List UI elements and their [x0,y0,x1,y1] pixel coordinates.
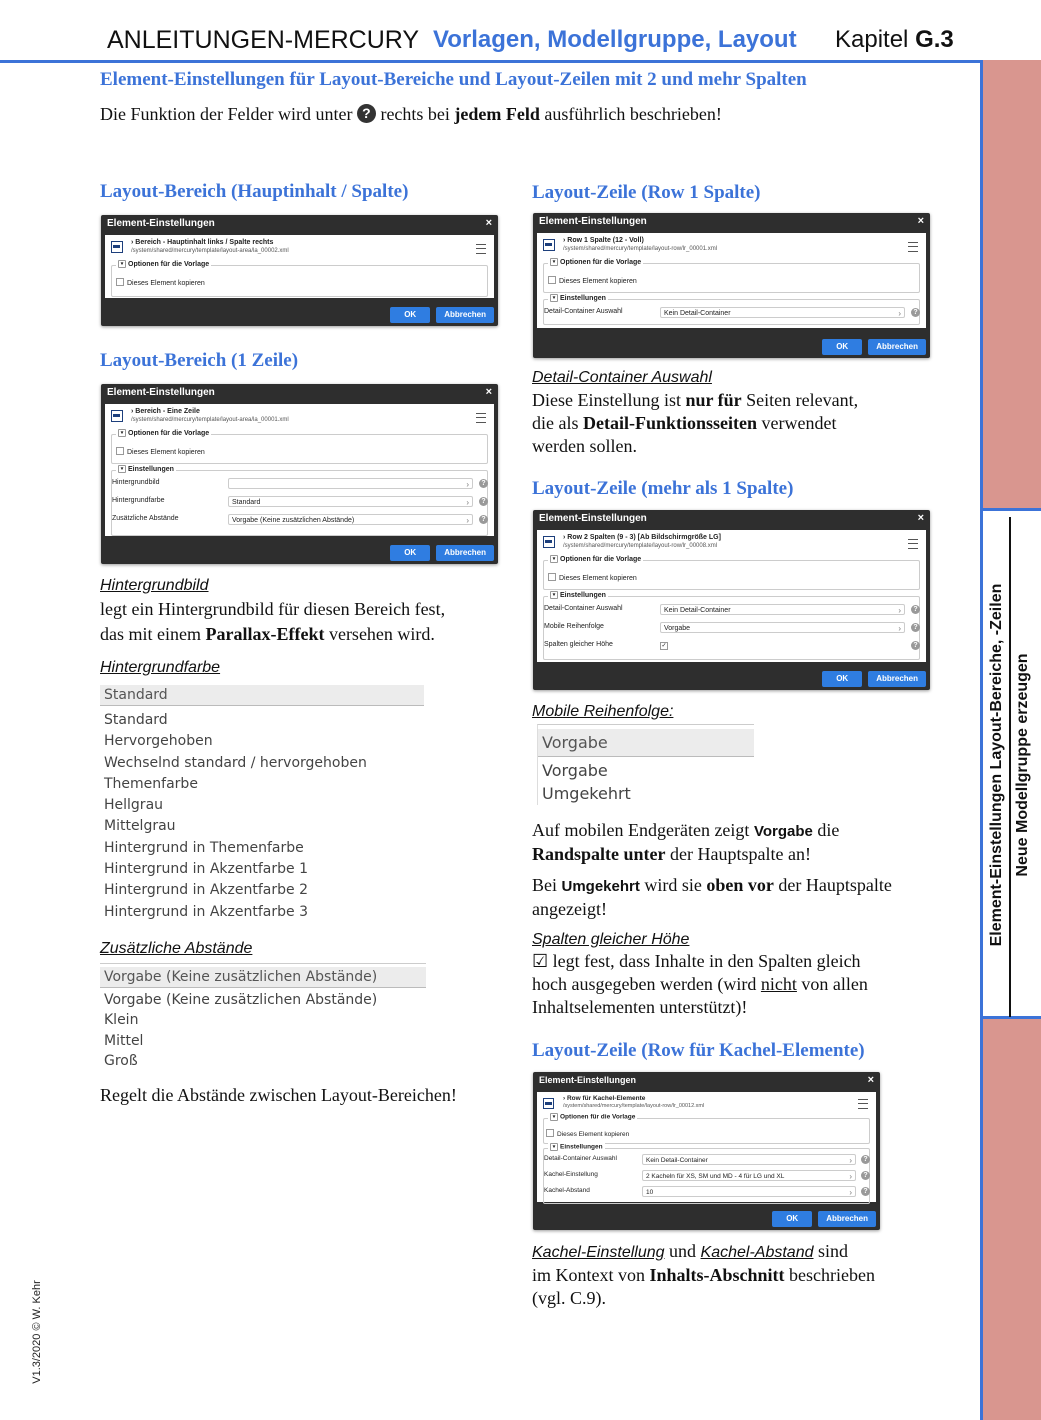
dropdown-option[interactable]: Hintergrund in Akzentfarbe 3 [104,903,308,920]
ok-button[interactable]: OK [822,671,862,687]
text-mobile-order-1: Auf mobilen Endgeräten zeigt Vorgabe die Randspalte unter der Hauptspalte an! [532,820,840,864]
dropdown-option[interactable]: Hintergrund in Themenfarbe [104,839,304,856]
fieldset-options: ▾ Optionen für die Vorlage Dieses Element kopieren [543,263,920,293]
close-icon[interactable]: × [867,1074,874,1086]
header-chapter: Kapitel G.3 [835,26,954,53]
spacing-select[interactable]: Vorgabe (Keine zusätzlichen Abstände) › [228,514,473,525]
header-doc-title: ANLEITUNGEN-MERCURY [107,26,420,54]
text-detail-container: Diese Einstellung ist nur für Seiten relevant, die als Detail-Funktionsseiten verwendet werden sollen. [532,390,859,456]
header-topic: Vorlagen, Modellgruppe, Layout [433,26,797,53]
dropdown-option[interactable]: Hervorgehoben [104,733,213,750]
label-detail-container: Detail-Container Auswahl [532,369,712,386]
layout-element-icon [111,410,123,422]
close-icon[interactable]: × [917,215,924,227]
dropdown-option[interactable]: Umgekehrt [542,784,631,803]
fieldset-options: ▾ Optionen für die Vorlage Dieses Element kopieren [543,560,920,590]
text-hintergrundbild: legt ein Hintergrundbild für diesen Bereich fest, das mit einem Parallax-Effekt versehen wird. [100,599,446,644]
fieldset-options: ▾ Optionen für die Vorlage Dieses Element kopieren [543,1118,870,1144]
dialog-bereich-hauptinhalt: Element-Einstellungen × › Bereich - Hauptinhalt links / Spalte rechts /system/shared/mercury/template/layout-area/la_00002.xml ▾ Optionen für die Vorlage Dieses Element kopieren OK Abbrechen [101,215,498,326]
menu-icon[interactable] [908,242,918,252]
help-circle-icon: ? [357,104,376,123]
heading-row-kachel: Layout-Zeile (Row für Kachel-Elemente) [532,1040,865,1061]
menu-icon[interactable] [858,1099,868,1109]
dropdown-option[interactable]: Groß [104,1052,138,1069]
layout-element-icon [111,241,123,253]
ok-button[interactable]: OK [390,307,430,323]
dialog-row-2-spalten: Element-Einstellungen × › Row 2 Spalten (9 - 3) [Ab Bildschirmgröße LG] /system/shared/mercury/template/layout-row/lr_00008.xml ▾ Optionen für die Vorlage Dieses Element kopieren ▾ Einstellungen Detail-Container Auswahl Kein Detail-Container › ? Mobile Reihenfolge Vorgabe › ? Spalten gleicher Höhe ✓ ? OK Abbrechen [533,510,930,690]
heading-row-1-spalte: Layout-Zeile (Row 1 Spalte) [532,182,761,203]
dialog-row-1-spalte: Element-Einstellungen × › Row 1 Spalte (12 - Voll) /system/shared/mercury/template/layout-row/lr_00001.xml ▾ Optionen für die Vorlage Dieses Element kopieren ▾ Einstellungen Detail-Container Auswahl Kein Detail-Container › ? OK Abbrechen [533,213,930,358]
copy-element-checkbox[interactable]: Dieses Element kopieren [548,573,637,582]
label-hintergrundfarbe: Hintergrundfarbe [100,659,221,676]
heading-mehr-als-1-spalte: Layout-Zeile (mehr als 1 Spalte) [532,478,794,499]
equal-height-checkbox[interactable]: ✓ [661,643,667,649]
fieldset-settings: ▾ Einstellungen Hintergrundbild › ? Hintergrundfarbe Standard › ? Zusätzliche Abstände Vorgabe (Keine zusätzlichen Abstände) › ? [111,470,488,536]
cancel-button[interactable]: Abbrechen [868,339,926,355]
dropdown-option[interactable]: Themenfarbe [104,775,198,792]
label-mobile-order: Mobile Reihenfolge: [532,703,674,720]
dropdown-option[interactable]: Standard [104,712,168,728]
background-color-select[interactable]: Standard › [228,496,473,507]
side-tab-label: Element-Einstellungen Layout-Bereiche, -Zeilen Neue Modellgruppe erzeugen [988,583,1031,947]
fieldset-settings: ▾ Einstellungen Detail-Container Auswahl Kein Detail-Container › ? [543,299,920,325]
close-icon[interactable]: × [485,217,492,229]
help-icon[interactable]: ? [479,479,488,488]
dropdown-option[interactable]: Mittelgrau [104,818,176,835]
fieldset-settings: ▾ Einstellungen Detail-Container Auswahl Kein Detail-Container › ? Kachel-Einstellung 2 Kacheln für XS, SM und MD - 4 für LG und XL › ? Kachel-Abstand 10 › ? [543,1148,870,1204]
copy-element-checkbox[interactable]: Dieses Element kopieren [548,276,637,285]
text-equal-height: ☑ legt fest, dass Inhalte in den Spalten gleich hoch ausgegeben werden (wird nicht von allen Inhaltselementen unterstützt)! [532,951,868,1017]
text-kachel: Kachel-Einstellung und Kachel-Abstand sind im Kontext von Inhalts-Abschnitt beschrieben (vgl. C.9). [532,1241,876,1308]
dialog-bereich-zeile: Element-Einstellungen × › Bereich - Eine Zeile /system/shared/mercury/template/layout-area/la_00001.xml ▾ Optionen für die Vorlage Dieses Element kopieren ▾ Einstellungen Hintergrundbild › ? Hintergrundfarbe Standard › ? Zusätzliche Abstände Vorgabe (Keine zusätzlichen Abstände) › ? OK Abbrechen [101,384,498,564]
menu-icon[interactable] [476,244,486,254]
dropdown-abstaende [100,963,426,1071]
version-note: V1.3/2020 © W. Kehr [31,1280,43,1384]
dropdown-option[interactable]: Mittel [104,1032,144,1049]
help-icon[interactable]: ? [479,515,488,524]
detail-container-select[interactable]: Kein Detail-Container › [660,604,905,615]
background-image-input[interactable] [228,478,473,489]
menu-icon[interactable] [476,413,486,423]
label-abstaende: Zusätzliche Abstände [100,940,253,957]
help-icon[interactable]: ? [861,1187,870,1196]
copy-element-checkbox[interactable]: Dieses Element kopieren [546,1129,629,1138]
page-header [0,0,980,63]
label-hintergrundbild: Hintergrundbild [100,577,209,594]
text-abstaende-note: Regelt die Abstände zwischen Layout-Bereichen! [100,1085,457,1105]
dropdown-mobile-order [537,724,754,805]
fieldset-options: ▾ Optionen für die Vorlage Dieses Element kopieren [111,265,488,297]
menu-icon[interactable] [908,539,918,549]
dropdown-option[interactable]: Hellgrau [104,797,164,814]
label-equal-height: Spalten gleicher Höhe [532,931,690,948]
dialog-row-kachel: Element-Einstellungen × › Row für Kachel-Elemente /system/shared/mercury/template/layout-row/lr_00012.xml ▾ Optionen für die Vorlage Dieses Element kopieren ▾ Einstellungen Detail-Container Auswahl Kein Detail-Container › ? Kachel-Einstellung 2 Kacheln für XS, SM und MD - 4 für LG und XL › ? Kachel-Abstand 10 › ? OK Abbrechen [533,1072,880,1230]
dropdown-option[interactable]: Klein [104,1012,139,1029]
dropdown-option[interactable]: Hintergrund in Akzentfarbe 1 [104,861,308,878]
fieldset-options: ▾ Optionen für die Vorlage Dieses Element kopieren [111,434,488,464]
ok-button[interactable]: OK [390,545,430,561]
detail-container-select[interactable]: Kein Detail-Container › [660,307,905,318]
dropdown-selected: Vorgabe (Keine zusätzlichen Abstände) [100,967,426,988]
dropdown-option[interactable]: Wechselnd standard / hervorgehoben [104,754,367,771]
dropdown-selected: Vorgabe [538,729,754,757]
layout-element-icon [543,536,555,548]
heading-layout-bereich-hauptinhalt: Layout-Bereich (Hauptinhalt / Spalte) [100,181,409,202]
dialog-title: Element-Einstellungen [107,218,215,229]
help-icon[interactable]: ? [861,1171,870,1180]
help-icon[interactable]: ? [911,623,920,632]
help-icon[interactable]: ? [911,605,920,614]
heading-layout-bereich-zeile: Layout-Bereich (1 Zeile) [100,350,299,371]
tile-spacing-select[interactable]: 10 › [642,1186,856,1197]
layout-element-icon [543,239,555,251]
detail-container-select[interactable]: Kein Detail-Container › [642,1154,856,1165]
dropdown-option[interactable]: Vorgabe (Keine zusätzlichen Abstände) [104,992,378,1008]
ok-button[interactable]: OK [822,339,862,355]
help-icon[interactable]: ? [911,308,920,317]
fieldset-settings: ▾ Einstellungen Detail-Container Auswahl Kein Detail-Container › ? Mobile Reihenfolge Vorgabe › ? Spalten gleicher Höhe ✓ ? [543,596,920,660]
dropdown-option[interactable]: Vorgabe [542,761,608,780]
close-icon[interactable]: × [917,512,924,524]
dropdown-selected: Standard [100,685,424,706]
intro-title: Element-Einstellungen für Layout-Bereiche und Layout-Zeilen mit 2 und mehr Spalten [100,69,807,90]
help-icon[interactable]: ? [911,641,920,650]
cancel-button[interactable]: Abbrechen [436,307,494,323]
copy-element-checkbox[interactable]: Dieses Element kopieren [116,447,205,456]
copy-element-checkbox[interactable]: Dieses Element kopieren [116,278,205,287]
tile-setting-select[interactable]: 2 Kacheln für XS, SM und MD - 4 für LG und XL › [642,1170,856,1181]
cancel-button[interactable]: Abbrechen [868,671,926,687]
dropdown-hintergrundfarbe [100,685,424,923]
cancel-button[interactable]: Abbrechen [818,1211,876,1227]
cancel-button[interactable]: Abbrechen [436,545,494,561]
layout-element-icon [543,1098,554,1109]
ok-button[interactable]: OK [772,1211,812,1227]
mobile-order-select[interactable]: Vorgabe › [660,622,905,633]
dropdown-option[interactable]: Hintergrund in Akzentfarbe 2 [104,882,308,899]
close-icon[interactable]: × [485,386,492,398]
intro-text: Die Funktion der Felder wird unter ? rechts bei jedem Feld ausführlich beschrieben! [100,104,722,124]
text-mobile-order-2: Bei Umgekehrt wird sie oben vor der Hauptspalte angezeigt! [532,875,892,919]
help-icon[interactable]: ? [479,497,488,506]
help-icon[interactable]: ? [861,1155,870,1164]
